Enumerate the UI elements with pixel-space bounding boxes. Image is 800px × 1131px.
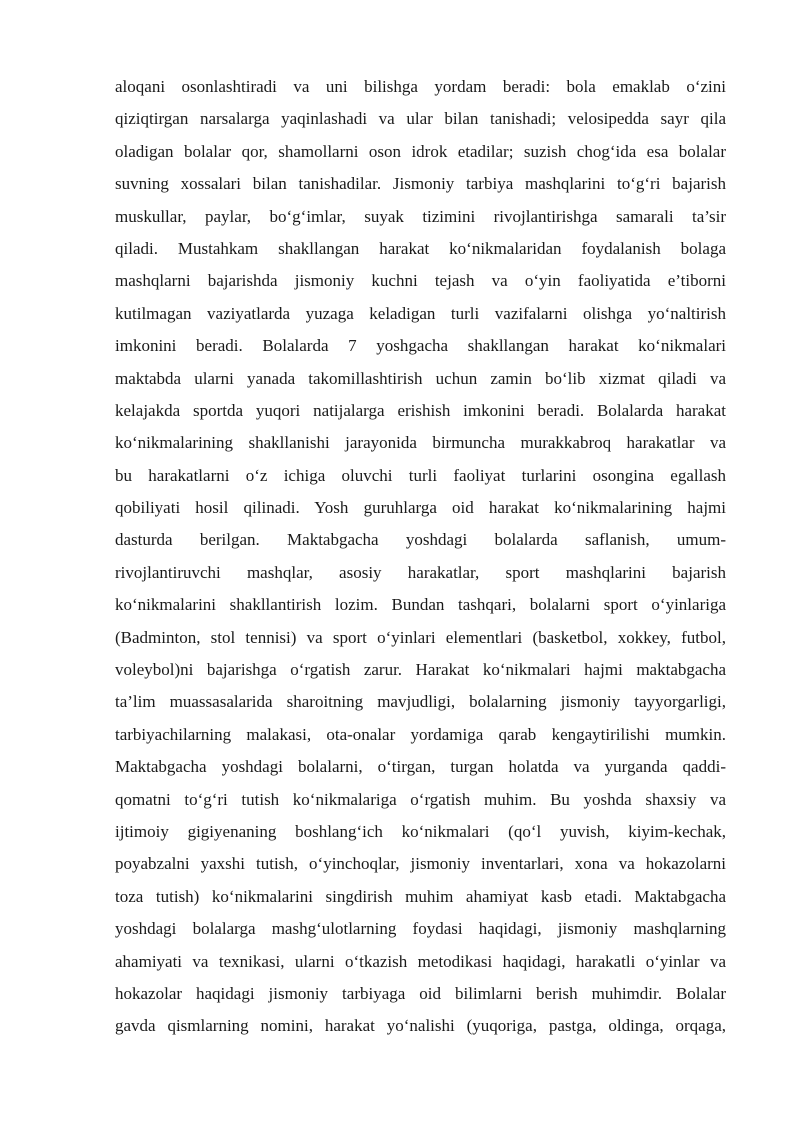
text-line: mashqlarni bajarishda jismoniy kuchni tejash va o‘yin faoliyatida e’tiborni xyxy=(115,271,726,291)
text-line: qobiliyati hosil qilinadi. Yosh guruhlarga oid harakat ko‘nikmalarining hajmi xyxy=(115,498,726,518)
text-line: ta’lim muassasalarida sharoitning mavjudligi, bolalarning jismoniy tayyorgarligi, xyxy=(115,692,726,712)
text-line: (Badminton, stol tennisi) va sport o‘yinlari elementlari (basketbol, xokkey, futbol, xyxy=(115,627,726,647)
text-line: yoshdagi bolalarga mashg‘ulotlarning foydasi haqidagi, jismoniy mashqlarning xyxy=(115,919,726,939)
text-line: tarbiyachilarning malakasi, ota-onalar yordamiga qarab kengaytirilishi mumkin. xyxy=(115,724,726,744)
text-line: oladigan bolalar qor, shamollarni oson idrok etadilar; suzish chog‘ida esa bolalar xyxy=(115,141,726,161)
text-line: maktabda ularni yanada takomillashtirish uchun zamin bo‘lib xizmat qiladi va xyxy=(115,368,726,388)
text-line: voleybol)ni bajarishga o‘rgatish zarur. Harakat ko‘nikmalari hajmi maktabgacha xyxy=(115,660,726,680)
text-line: imkonini beradi. Bolalarda 7 yoshgacha shakllangan harakat ko‘nikmalari xyxy=(115,336,726,356)
text-line: hokazolar haqidagi jismoniy tarbiyaga oid bilimlarni berish muhimdir. Bolalar xyxy=(115,983,726,1003)
text-line: ko‘nikmalarini shakllantirish lozim. Bundan tashqari, bolalarni sport o‘yinlariga xyxy=(115,595,726,615)
text-line: ijtimoiy gigiyenaning boshlang‘ich ko‘nikmalari (qo‘l yuvish, kiyim-kechak, xyxy=(115,821,726,841)
text-line: toza tutish) ko‘nikmalarini singdirish muhim ahamiyat kasb etadi. Maktabgacha xyxy=(115,886,726,906)
text-line: dasturda berilgan. Maktabgacha yoshdagi bolalarda saflanish, umum- xyxy=(115,530,726,550)
text-line: rivojlantiruvchi mashqlar, asosiy harakatlar, sport mashqlarini bajarish xyxy=(115,562,726,582)
text-line: aloqani osonlashtiradi va uni bilishga yordam beradi: bola emaklab o‘zini xyxy=(115,77,726,96)
text-line: bu harakatlarni o‘z ichiga oluvchi turli faoliyat turlarini osongina egallash xyxy=(115,465,726,485)
text-line: qiladi. Mustahkam shakllangan harakat ko‘nikmalaridan foydalanish bolaga xyxy=(115,238,726,258)
text-line: gavda qismlarning nomini, harakat yo‘nalishi (yuqoriga, pastga, oldinga, orqaga, xyxy=(115,1016,726,1036)
text-line: poyabzalni yaxshi tutish, o‘yinchoqlar, jismoniy inventarlari, xona va hokazolarni xyxy=(115,854,726,874)
text-line: muskullar, paylar, bo‘g‘imlar, suyak tizimini rivojlantirishga samarali ta’sir xyxy=(115,206,726,226)
text-line: kelajakda sportda yuqori natijalarga erishish imkonini beradi. Bolalarda harakat xyxy=(115,400,726,420)
text-line: qomatni to‘g‘ri tutish ko‘nikmalariga o‘rgatish muhim. Bu yoshda shaxsiy va xyxy=(115,789,726,809)
text-line: suvning xossalari bilan tanishadilar. Jismoniy tarbiya mashqlarini to‘g‘ri bajarish xyxy=(115,174,726,194)
text-line: kutilmagan vaziyatlarda yuzaga keladigan turli vazifalarni olishga yo‘naltirish xyxy=(115,303,726,323)
text-line: qiziqtirgan narsalarga yaqinlashadi va ular bilan tanishadi; velosipedda sayr qila xyxy=(115,109,726,129)
body-text xyxy=(115,71,726,1043)
text-line: ko‘nikmalarining shakllanishi jarayonida birmuncha murakkabroq harakatlar va xyxy=(115,433,726,453)
text-line: Maktabgacha yoshdagi bolalarni, o‘tirgan, turgan holatda va yurganda qaddi- xyxy=(115,757,726,777)
text-line: ahamiyati va texnikasi, ularni o‘tkazish metodikasi haqidagi, harakatli o‘yinlar va xyxy=(115,951,726,971)
